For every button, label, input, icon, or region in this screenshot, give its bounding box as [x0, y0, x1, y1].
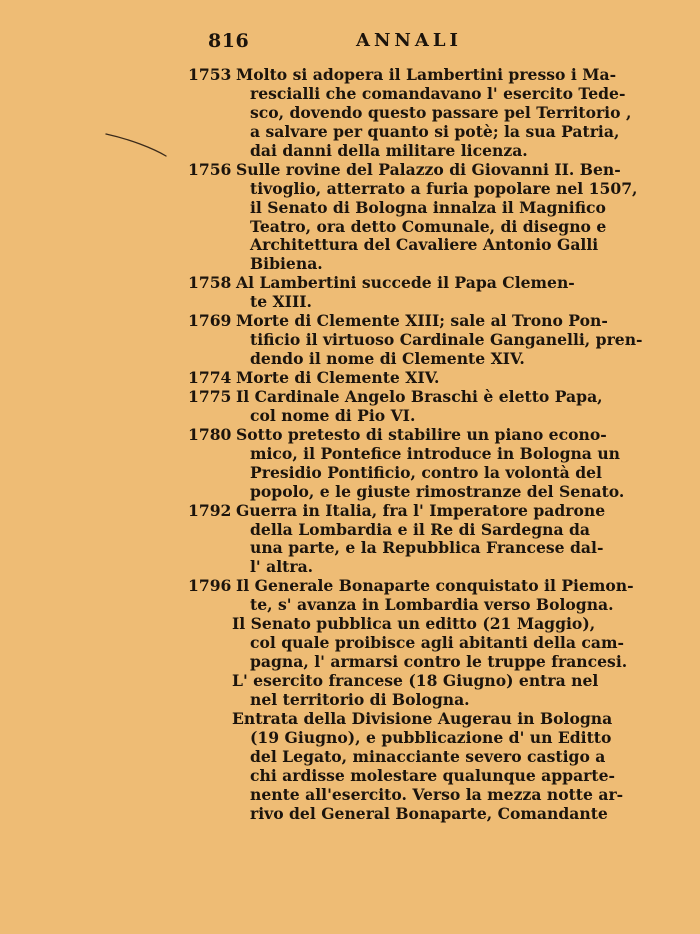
page-number: 816: [208, 30, 250, 52]
entry-continuation: popolo, e le giuste rimostranze del Senato.: [250, 481, 625, 501]
entry-continuation: il Senato di Bologna innalza il Magnifico: [250, 197, 606, 217]
text-line: [188, 255, 618, 274]
entry-year: 1796: [188, 576, 232, 596]
text-line: [188, 558, 618, 577]
text-line: [188, 672, 618, 691]
entry-continuation: dendo il nome di Clemente XIV.: [250, 349, 525, 369]
text-line: [188, 691, 618, 710]
entry-text: Sotto pretesto di stabilire un piano econo-: [236, 424, 607, 444]
entry-continuation: Architettura del Cavaliere Antonio Galli: [250, 235, 599, 255]
entry-continuation: te XIII.: [250, 292, 312, 312]
text-line: [188, 330, 643, 350]
entry-year: 1769: [188, 311, 232, 331]
text-line: [188, 615, 618, 634]
text-line: [188, 748, 618, 767]
entry-year: 1792: [188, 500, 232, 520]
text-line: [188, 66, 618, 85]
entry-continuation: chi ardisse molestare qualunque apparte-: [250, 765, 615, 785]
entry-text: Morte di Clemente XIII; sale al Trono Pon-: [236, 311, 608, 331]
text-line: [188, 123, 618, 142]
entry-continuation: Presidio Pontificio, contro la volontà del: [250, 462, 602, 482]
text-line: [188, 539, 618, 558]
text-line: [188, 767, 618, 786]
entry-continuation: rivo del General Bonaparte, Comandante: [250, 803, 608, 823]
text-line: [188, 710, 618, 729]
entry-text: Guerra in Italia, fra l' Imperatore padrone: [236, 500, 606, 520]
entry-continuation: mico, il Pontefice introduce in Bologna un: [250, 443, 621, 463]
entry-continuation: nel territorio di Bologna.: [250, 689, 470, 709]
text-line: [188, 293, 618, 312]
entry-continuation: tificio il virtuoso Cardinale Ganganelli, pren-: [250, 330, 643, 350]
text-line: [188, 576, 634, 596]
entry-continuation: della Lombardia e il Re di Sardegna da: [250, 519, 591, 539]
entry-continuation: pagna, l' armarsi contro le truppe francesi.: [250, 652, 628, 672]
entry-continuation: sco, dovendo questo passare pel Territorio ,: [250, 102, 632, 122]
entry-year: 1774: [188, 368, 232, 387]
entry-year: 1753: [188, 65, 232, 84]
entry-continuation: Bibiena.: [250, 254, 323, 274]
paragraph-start: L' esercito francese (18 Giugno) entra nel: [232, 671, 599, 690]
text-line: [188, 633, 624, 653]
text-line: [188, 274, 618, 293]
text-line: [188, 236, 618, 255]
entry-continuation: l' altra.: [250, 557, 314, 577]
text-line: [188, 218, 618, 237]
entry-continuation: (19 Giugno), e pubblicazione d' un Editto: [250, 727, 612, 747]
entry-continuation: del Legato, minacciante severo castigo a: [250, 746, 606, 766]
text-line: [188, 502, 618, 521]
paragraph-start: Entrata della Divisione Augerau in Bologna: [232, 708, 613, 728]
entry-continuation: tivoglio, atterrato a furia popolare nel 1507,: [250, 178, 638, 198]
text-line: [188, 83, 626, 104]
annals-entries: [188, 65, 643, 824]
text-line: [188, 388, 618, 407]
text-line: [188, 729, 618, 748]
stray-ink-mark: [104, 128, 168, 158]
entry-continuation: nente all'esercito. Verso la mezza notte ar-: [250, 784, 624, 804]
text-line: [188, 652, 628, 672]
text-line: [188, 199, 618, 218]
text-line: [188, 464, 618, 483]
text-line: [188, 142, 618, 161]
text-line: [188, 443, 621, 464]
text-line: [188, 102, 632, 123]
text-line: [188, 407, 618, 426]
entry-text: Sulle rovine del Palazzo di Giovanni II. Ben-: [236, 159, 621, 179]
entry-continuation: una parte, e la Repubblica Francese dal-: [250, 538, 604, 558]
entry-continuation: rescialli che comandavano l' esercito Tede-: [250, 83, 626, 103]
entry-year: 1756: [188, 159, 232, 179]
entry-continuation: col quale proibisce agli abitanti della cam-: [250, 633, 624, 653]
entry-year: 1780: [188, 424, 232, 444]
text-line: [188, 784, 624, 805]
entry-text: Morte di Clemente XIV.: [236, 368, 440, 387]
entry-text: Il Generale Bonaparte conquistato il Piemon-: [236, 576, 634, 596]
text-line: [188, 178, 638, 199]
entry-continuation: a salvare per quanto si potè; la sua Patria,: [250, 121, 620, 141]
entry-continuation: col nome di Pio VI.: [250, 405, 416, 425]
text-line: [188, 159, 621, 180]
entry-text: Al Lambertini succede il Papa Clemen-: [236, 273, 575, 293]
running-head: ANNALI: [356, 30, 462, 51]
entry-text: Il Cardinale Angelo Braschi è eletto Papa,: [236, 386, 603, 406]
entry-continuation: Teatro, ora detto Comunale, di disegno e: [250, 216, 607, 236]
page-header: [208, 30, 518, 52]
entry-continuation: dai danni della militare licenza.: [250, 140, 528, 160]
text-line: [188, 369, 618, 388]
text-line: [188, 521, 618, 540]
text-line: [188, 350, 618, 369]
text-line: [188, 805, 618, 824]
text-line: [188, 481, 625, 502]
paragraph-start: Il Senato pubblica un editto (21 Maggio),: [232, 614, 596, 634]
entry-continuation: te, s' avanza in Lombardia verso Bologna.: [250, 595, 614, 615]
entry-text: Molto si adopera il Lambertini presso i Ma-: [236, 65, 617, 84]
text-line: [188, 596, 618, 615]
text-line: [188, 426, 618, 445]
entry-year: 1775: [188, 386, 232, 406]
entry-year: 1758: [188, 273, 232, 293]
text-line: [188, 312, 618, 331]
